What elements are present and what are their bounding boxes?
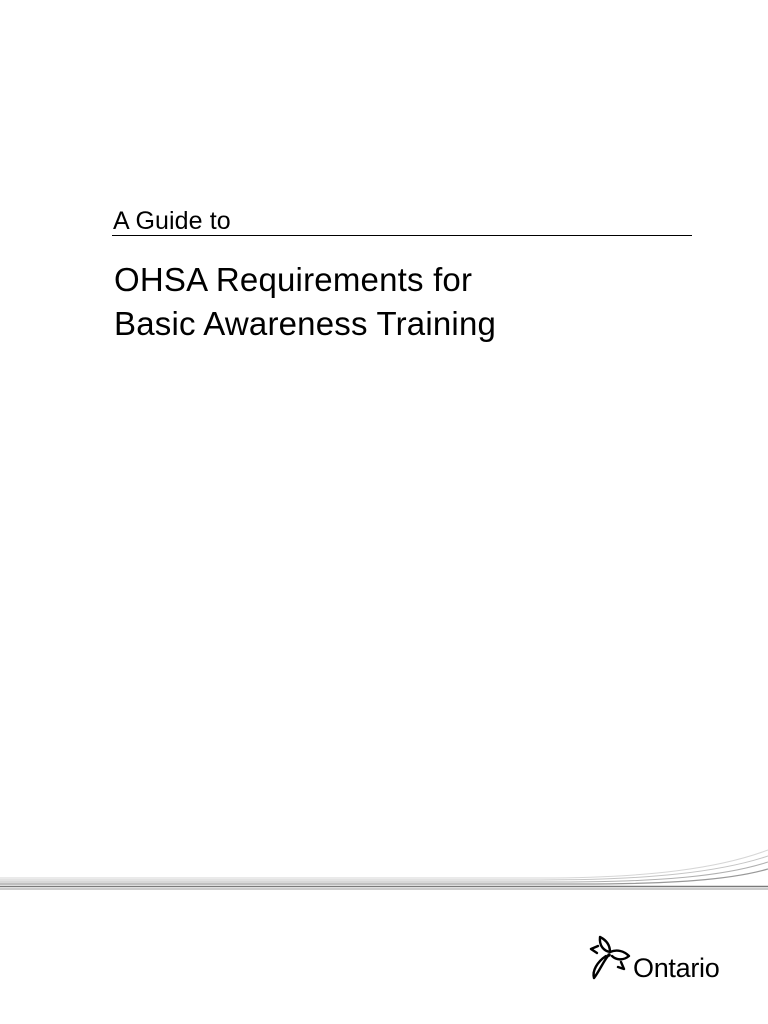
cover-title [114,258,496,346]
trillium-icon [588,934,632,984]
ontario-wordmark: Ontario [633,953,720,983]
cover-subtitle: A Guide to [113,207,231,235]
decorative-swoosh-lines [0,838,768,898]
ontario-logo [588,934,728,986]
cover-title-line-1: OHSA Requirements for [114,261,473,298]
cover-title-line-2: Basic Awareness Training [114,305,497,342]
subtitle-rule [112,235,692,236]
